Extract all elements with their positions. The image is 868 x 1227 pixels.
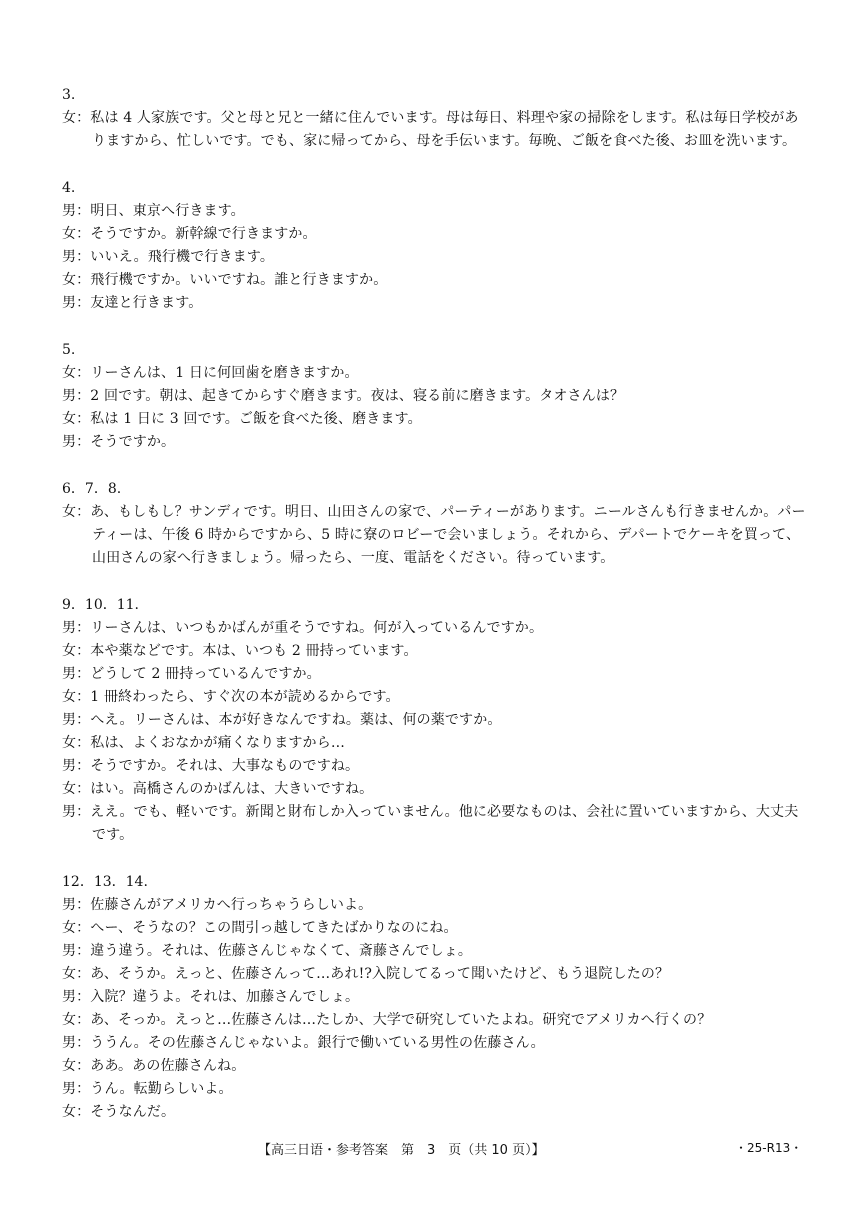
dialogue-line: 女：そうなんだ。 [62,1104,176,1120]
question-number: 12．13．14. [62,874,148,890]
dialogue-line: 男：うん。転勤らしいよ。 [62,1081,233,1097]
dialogue-line: 女：あ、そうか。えっと、佐藤さんって…あれ!?入院してるって聞いたけど、もう退院したの？ [62,966,670,982]
dialogue-line: 男：友達と行きます。 [62,295,203,311]
dialogue-line: 男：どうして 2 冊持っているんですか。 [62,666,321,682]
question-number: 5. [62,342,76,358]
document-body [62,84,812,1148]
dialogue-block [62,84,812,153]
dialogue-line: 男：入院？違うよ。それは、加藤さんでしょ。 [62,989,360,1005]
dialogue-block [62,177,812,315]
footer-page-info: 【高三日语・参考答案 第 3 页（共 10 页）】 [258,1143,545,1158]
dialogue-line: 女：あ、もしもし？サンディです。明日、山田さんの家で、パーティーがあります。ニールさんも行きませんか。パーティーは、午後 6 時からですから、5 時に寮のロビーで会いましょう。それから、デパートでケーキを買って、山田さんの家へ行きましょう。帰ったら、一度、電話をください。待っています。 [62,504,806,566]
question-number: 3. [62,87,76,103]
dialogue-line: 女：本や薬などです。本は、いつも 2 冊持っています。 [62,643,418,659]
dialogue-line: 男：そうですか。それは、大事なものですね。 [62,758,360,774]
dialogue-line: 男：佐藤さんがアメリカへ行っちゃうらしいよ。 [62,897,373,913]
dialogue-line: 女：私は 4 人家族です。父と母と兄と一緒に住んでいます。母は毎日、料理や家の掃除をします。私は毎日学校がありますから、忙しいです。でも、家に帰ってから、母を手伝います。毎晩、ご飯を食べた後、お皿を洗います。 [62,110,799,149]
footer-doc-code: ・25-R13・ [735,1141,803,1155]
dialogue-line: 女：へー、そうなの？この間引っ越してきたばかりなのにね。 [62,920,458,936]
dialogue-line: 女：私は 1 日に 3 回です。ご飯を食べた後、磨きます。 [62,411,422,427]
dialogue-line: 男：リーさんは、いつもかばんが重そうですね。何が入っているんですか。 [62,620,544,636]
dialogue-line: 男：違う違う。それは、佐藤さんじゃなくて、斎藤さんでしょ。 [62,943,473,959]
question-number: 9．10．11. [62,597,139,613]
question-number: 6．7．8. [62,481,122,497]
dialogue-line: 女：1 冊終わったら、すぐ次の本が読めるからです。 [62,689,400,705]
dialogue-block [62,871,812,1124]
dialogue-line: 女：飛行機ですか。いいですね。誰と行きますか。 [62,272,388,288]
question-number: 4. [62,180,76,196]
dialogue-block [62,594,812,847]
dialogue-line: 女：そうですか。新幹線で行きますか。 [62,226,317,242]
dialogue-line: 男：2 回です。朝は、起きてからすぐ磨きます。夜は、寝る前に磨きます。タオさんは？ [62,388,625,404]
page-footer [0,1139,868,1159]
dialogue-block [62,339,812,454]
dialogue-line: 女：あ、そっか。えっと…佐藤さんは…たしか、大学で研究していたよね。研究でアメリカへ行くの？ [62,1012,712,1028]
dialogue-line: 男：いいえ。飛行機で行きます。 [62,249,274,265]
dialogue-block [62,478,812,570]
dialogue-line: 女：はい。高橋さんのかばんは、大きいですね。 [62,781,374,797]
dialogue-line: 男：そうですか。 [62,434,176,450]
dialogue-line: 女：ああ。あの佐藤さんね。 [62,1058,246,1074]
dialogue-line: 男：ええ。でも、軽いです。新聞と財布しか入っていません。他に必要なものは、会社に置いていますから、大丈夫です。 [62,804,799,843]
dialogue-line: 女：私は、よくおなかが痛くなりますから… [62,735,345,751]
dialogue-line: 男：へえ。リーさんは、本が好きなんですね。薬は、何の薬ですか。 [62,712,502,728]
dialogue-line: 女：リーさんは、1 日に何回歯を磨きますか。 [62,365,359,381]
dialogue-line: 男：ううん。その佐藤さんじゃないよ。銀行で働いている男性の佐藤さん。 [62,1035,545,1051]
dialogue-line: 男：明日、東京へ行きます。 [62,203,245,219]
